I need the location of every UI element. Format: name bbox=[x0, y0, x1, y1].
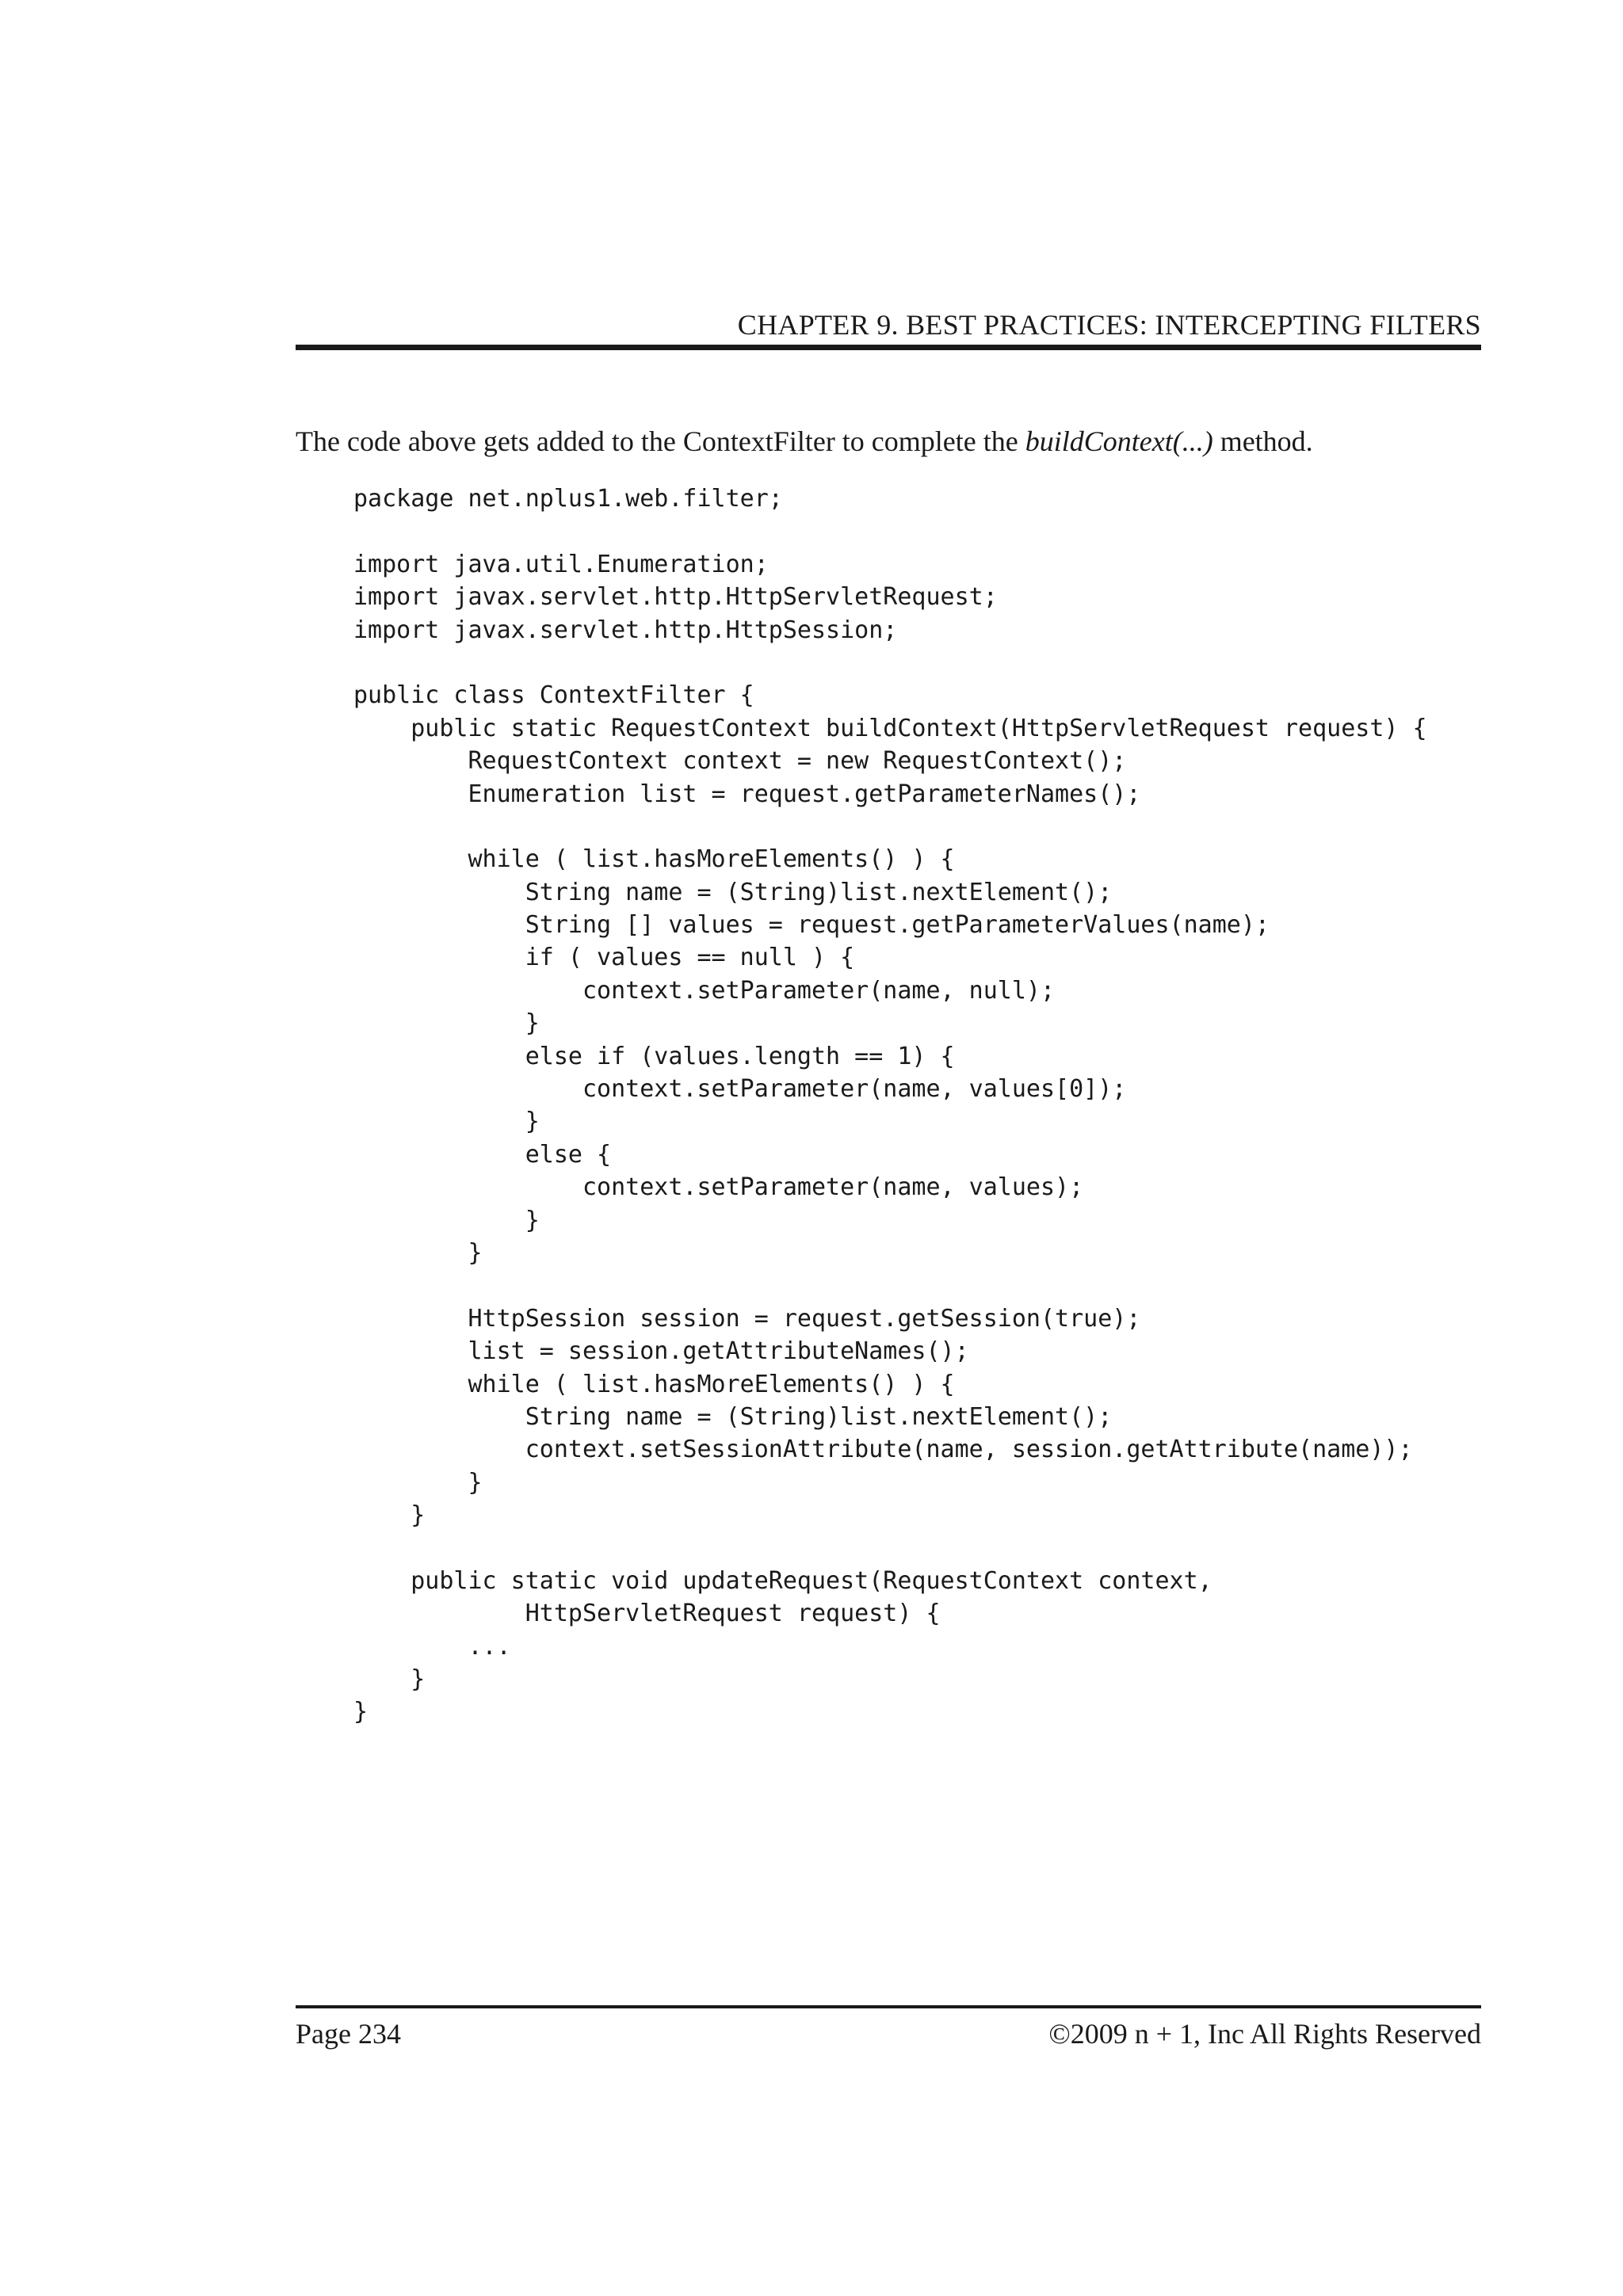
intro-text-before: The code above gets added to the ContextFilter to complete the bbox=[296, 425, 1025, 457]
code-line: ... bbox=[353, 1632, 511, 1661]
code-line: } bbox=[353, 1108, 540, 1136]
code-line: if ( values == null ) { bbox=[353, 944, 855, 972]
code-line: } bbox=[353, 1501, 426, 1530]
code-line: import java.util.Enumeration; bbox=[353, 550, 769, 578]
intro-method-name: buildContext(...) bbox=[1025, 425, 1213, 457]
code-line: String name = (String)list.nextElement(); bbox=[353, 878, 1113, 906]
code-line: } bbox=[353, 1468, 483, 1497]
code-listing bbox=[353, 482, 1427, 1729]
code-line bbox=[353, 515, 1427, 547]
code-line: context.setParameter(name, values[0]); bbox=[353, 1075, 1127, 1104]
code-line: public class ContextFilter { bbox=[353, 681, 754, 710]
code-line: context.setSessionAttribute(name, session.getAttribute(name)); bbox=[353, 1436, 1413, 1464]
code-line: RequestContext context = new RequestContext(); bbox=[353, 747, 1127, 776]
code-line: String name = (String)list.nextElement(); bbox=[353, 1402, 1113, 1431]
code-line bbox=[353, 810, 1427, 843]
code-line bbox=[353, 1269, 1427, 1302]
code-line: context.setParameter(name, values); bbox=[353, 1173, 1084, 1202]
code-line: String [] values = request.getParameterValues(name); bbox=[353, 911, 1270, 940]
code-line: HttpSession session = request.getSession(true); bbox=[353, 1304, 1141, 1333]
intro-text-after: method. bbox=[1212, 425, 1313, 457]
code-line: } bbox=[353, 1238, 483, 1267]
code-line: list = session.getAttributeNames(); bbox=[353, 1337, 969, 1366]
code-line: while ( list.hasMoreElements() ) { bbox=[353, 845, 955, 874]
code-line: while ( list.hasMoreElements() ) { bbox=[353, 1370, 955, 1398]
code-line: } bbox=[353, 1206, 540, 1234]
page-number: Page 234 bbox=[296, 2018, 401, 2050]
code-line: else { bbox=[353, 1140, 612, 1169]
code-line: public static void updateRequest(RequestContext context, bbox=[353, 1566, 1212, 1595]
code-line: HttpServletRequest request) { bbox=[353, 1600, 941, 1628]
code-line: } bbox=[353, 1665, 426, 1694]
intro-paragraph bbox=[296, 422, 1481, 460]
code-line bbox=[353, 1532, 1427, 1565]
code-line bbox=[353, 646, 1427, 679]
copyright-notice: ©2009 n + 1, Inc All Rights Reserved bbox=[1048, 2018, 1481, 2050]
code-line: else if (values.length == 1) { bbox=[353, 1042, 955, 1070]
code-line: context.setParameter(name, null); bbox=[353, 976, 1056, 1005]
code-line: import javax.servlet.http.HttpSession; bbox=[353, 616, 898, 644]
code-line: } bbox=[353, 1698, 369, 1726]
code-line: public static RequestContext buildContext(HttpServletRequest request) { bbox=[353, 714, 1427, 742]
code-line: } bbox=[353, 1009, 540, 1038]
code-line: import javax.servlet.http.HttpServletRequest; bbox=[353, 583, 998, 612]
running-head: CHAPTER 9. BEST PRACTICES: INTERCEPTING FILTERS bbox=[737, 309, 1481, 341]
code-line: Enumeration list = request.getParameterNames(); bbox=[353, 780, 1141, 808]
header-rule bbox=[296, 345, 1481, 350]
footer-rule bbox=[296, 2005, 1481, 2008]
code-line: package net.nplus1.web.filter; bbox=[353, 485, 783, 513]
